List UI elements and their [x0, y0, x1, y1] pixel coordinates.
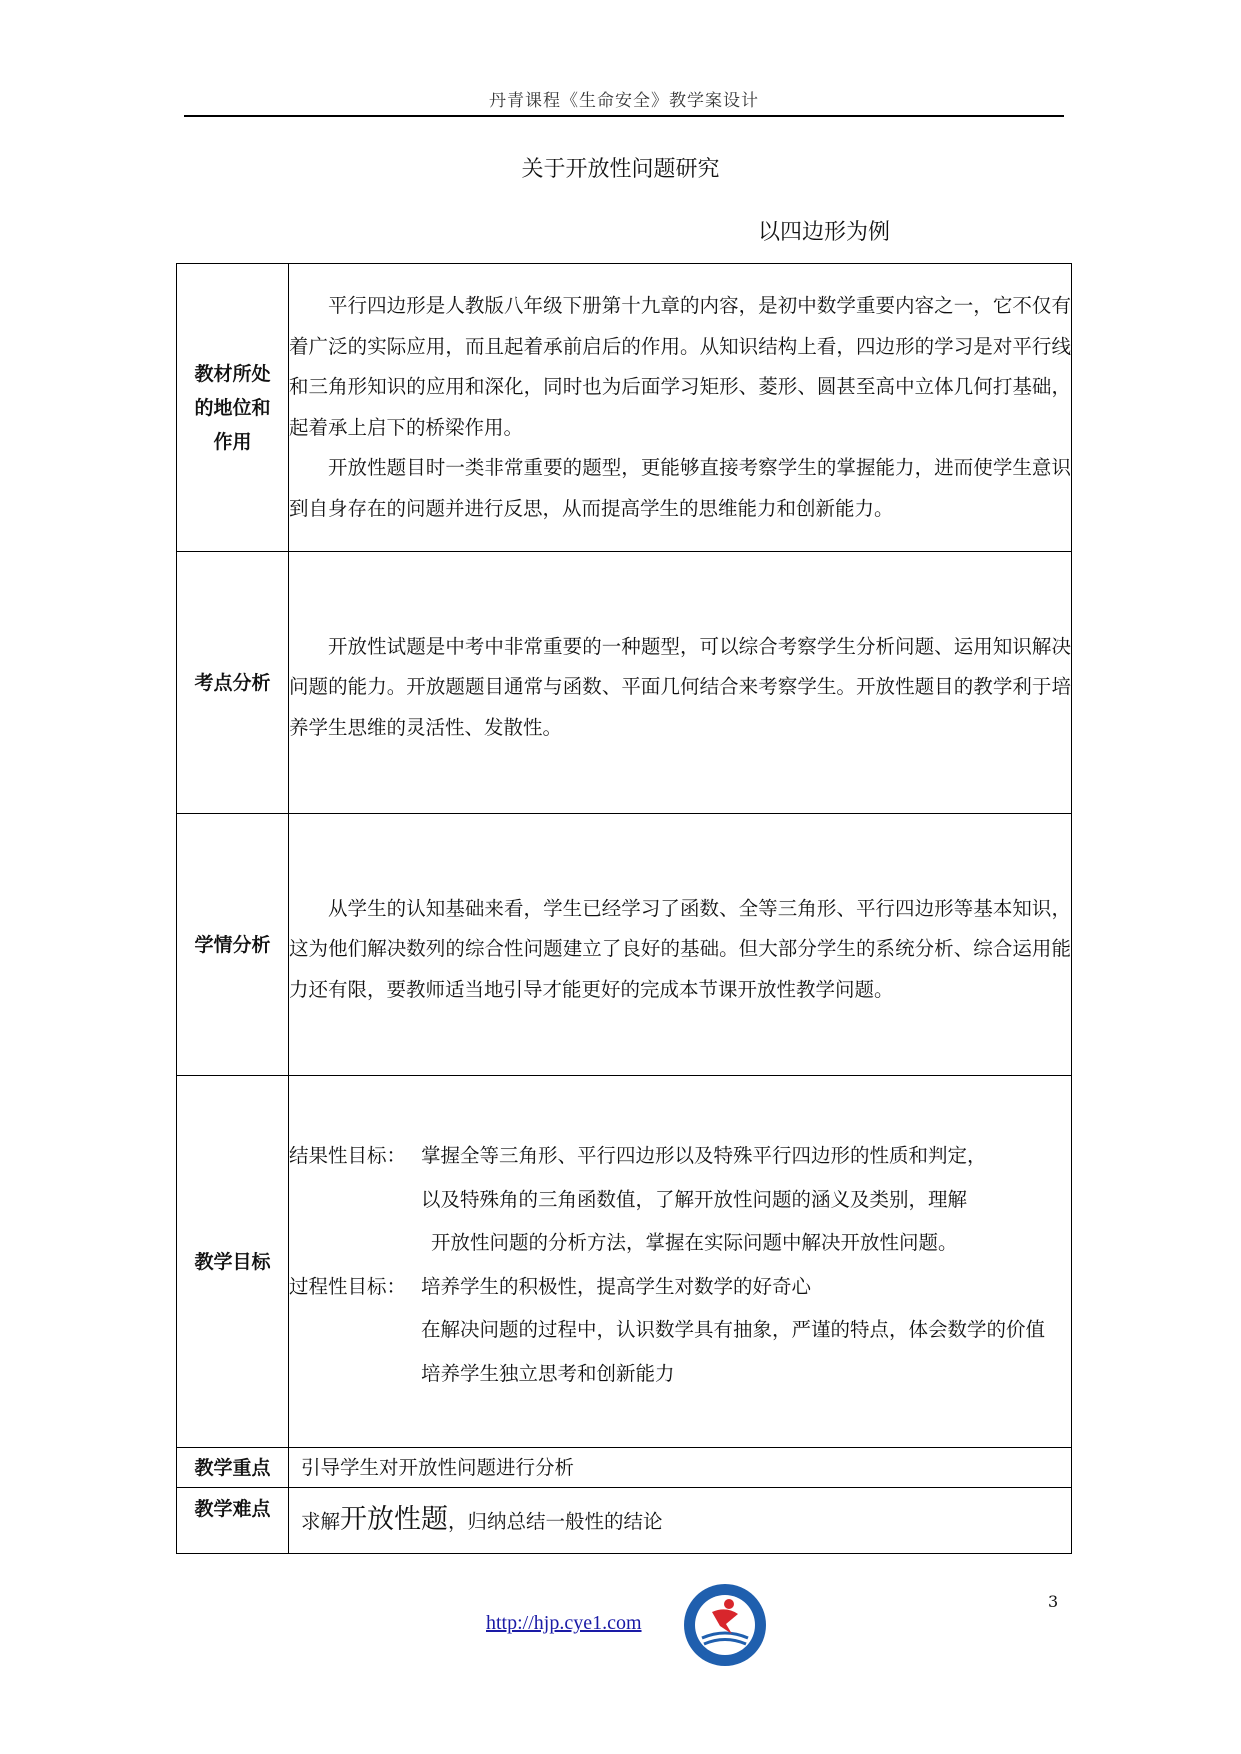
header-rule: [184, 115, 1064, 117]
row-label-students: 学情分析: [177, 814, 289, 1076]
process-goal-label: 过程性目标：: [289, 1274, 407, 1298]
table-row-exam: [177, 552, 1072, 814]
process-goal-cont: 在解决问题的过程中，认识数学具有抽象，严谨的特点，体会数学的价值: [421, 1318, 1046, 1341]
result-goal-cont: 以及特殊角的三角函数值，了解开放性问题的涵义及类别，理解: [421, 1187, 968, 1211]
row-label-exam: 考点分析: [177, 552, 289, 814]
table-row-difficult: [177, 1488, 1072, 1554]
process-goal-text: 培养学生的积极性，提高学生对数学的好奇心: [421, 1274, 812, 1298]
page-header: 丹青课程《生命安全》教学案设计: [489, 91, 759, 111]
result-goal-text: 掌握全等三角形、平行四边形以及特殊平行四边形的性质和判定，: [421, 1144, 987, 1167]
row-content-goals: [289, 1076, 1072, 1448]
process-goal: [289, 1265, 1071, 1309]
paragraph: 开放性题目时一类非常重要的题型，更能够直接考察学生的掌握能力，进而使学生意识到自身存在的问题并进行反思，从而提高学生的思维能力和创新能力。: [289, 456, 1071, 520]
row-label-position: [177, 264, 289, 552]
row-content-position: [289, 264, 1072, 552]
row-label-difficult: 教学难点: [177, 1488, 289, 1554]
row-content-exam: [289, 552, 1072, 814]
result-goal: [289, 1134, 1071, 1178]
result-goal-cont: 开放性问题的分析方法，掌握在实际问题中解决开放性问题。: [431, 1231, 958, 1254]
school-emblem-icon: [682, 1582, 768, 1668]
row-label-goals: 教学目标: [177, 1076, 289, 1448]
row-label-key: 教学重点: [177, 1448, 289, 1488]
footer-link[interactable]: http://hjp.cye1.com: [486, 1612, 642, 1634]
document-subtitle: 以四边形为例: [758, 220, 891, 245]
lesson-plan-table: [176, 263, 1072, 1554]
difficult-emphasis: 开放性题: [340, 1503, 449, 1535]
row-label-text: 教材所处的地位和作用: [194, 362, 271, 453]
process-goal-cont: 培养学生独立思考和创新能力: [421, 1361, 675, 1385]
row-content-difficult: [289, 1488, 1072, 1554]
difficult-suffix: ，归纳总结一般性的结论: [448, 1509, 663, 1533]
row-content-key: 引导学生对开放性问题进行分析: [289, 1448, 1072, 1488]
table-row-students: [177, 814, 1072, 1076]
paragraph: 平行四边形是人教版八年级下册第十九章的内容，是初中数学重要内容之一，它不仅有着广泛的实际应用，而且起着承前启后的作用。从知识结构上看，四边形的学习是对平行线和三角形知识的应用和深化，同时也为后面学习矩形、菱形、圆甚至高中立体几何打基础，起着承上启下的桥梁作用。: [289, 294, 1071, 439]
difficult-prefix: 求解: [301, 1509, 341, 1533]
result-goal-label: 结果性目标：: [289, 1144, 407, 1167]
page-number: 3: [1048, 1592, 1059, 1611]
table-row-goals: [177, 1076, 1072, 1448]
document-title: 关于开放性问题研究: [521, 157, 720, 182]
table-row-key: [177, 1448, 1072, 1488]
paragraph: 从学生的认知基础来看，学生已经学习了函数、全等三角形、平行四边形等基本知识，这为他们解决数列的综合性问题建立了良好的基础。但大部分学生的系统分析、综合运用能力还有限，要教师适当地引导才能更好的完成本节课开放性教学问题。: [289, 896, 1071, 1001]
table-row-position: [177, 264, 1072, 552]
paragraph: 开放性试题是中考中非常重要的一种题型，可以综合考察学生分析问题、运用知识解决问题的能力。开放题题目通常与函数、平面几何结合来考察学生。开放性题目的教学利于培养学生思维的灵活性、发散性。: [289, 634, 1071, 739]
row-content-students: [289, 814, 1072, 1076]
